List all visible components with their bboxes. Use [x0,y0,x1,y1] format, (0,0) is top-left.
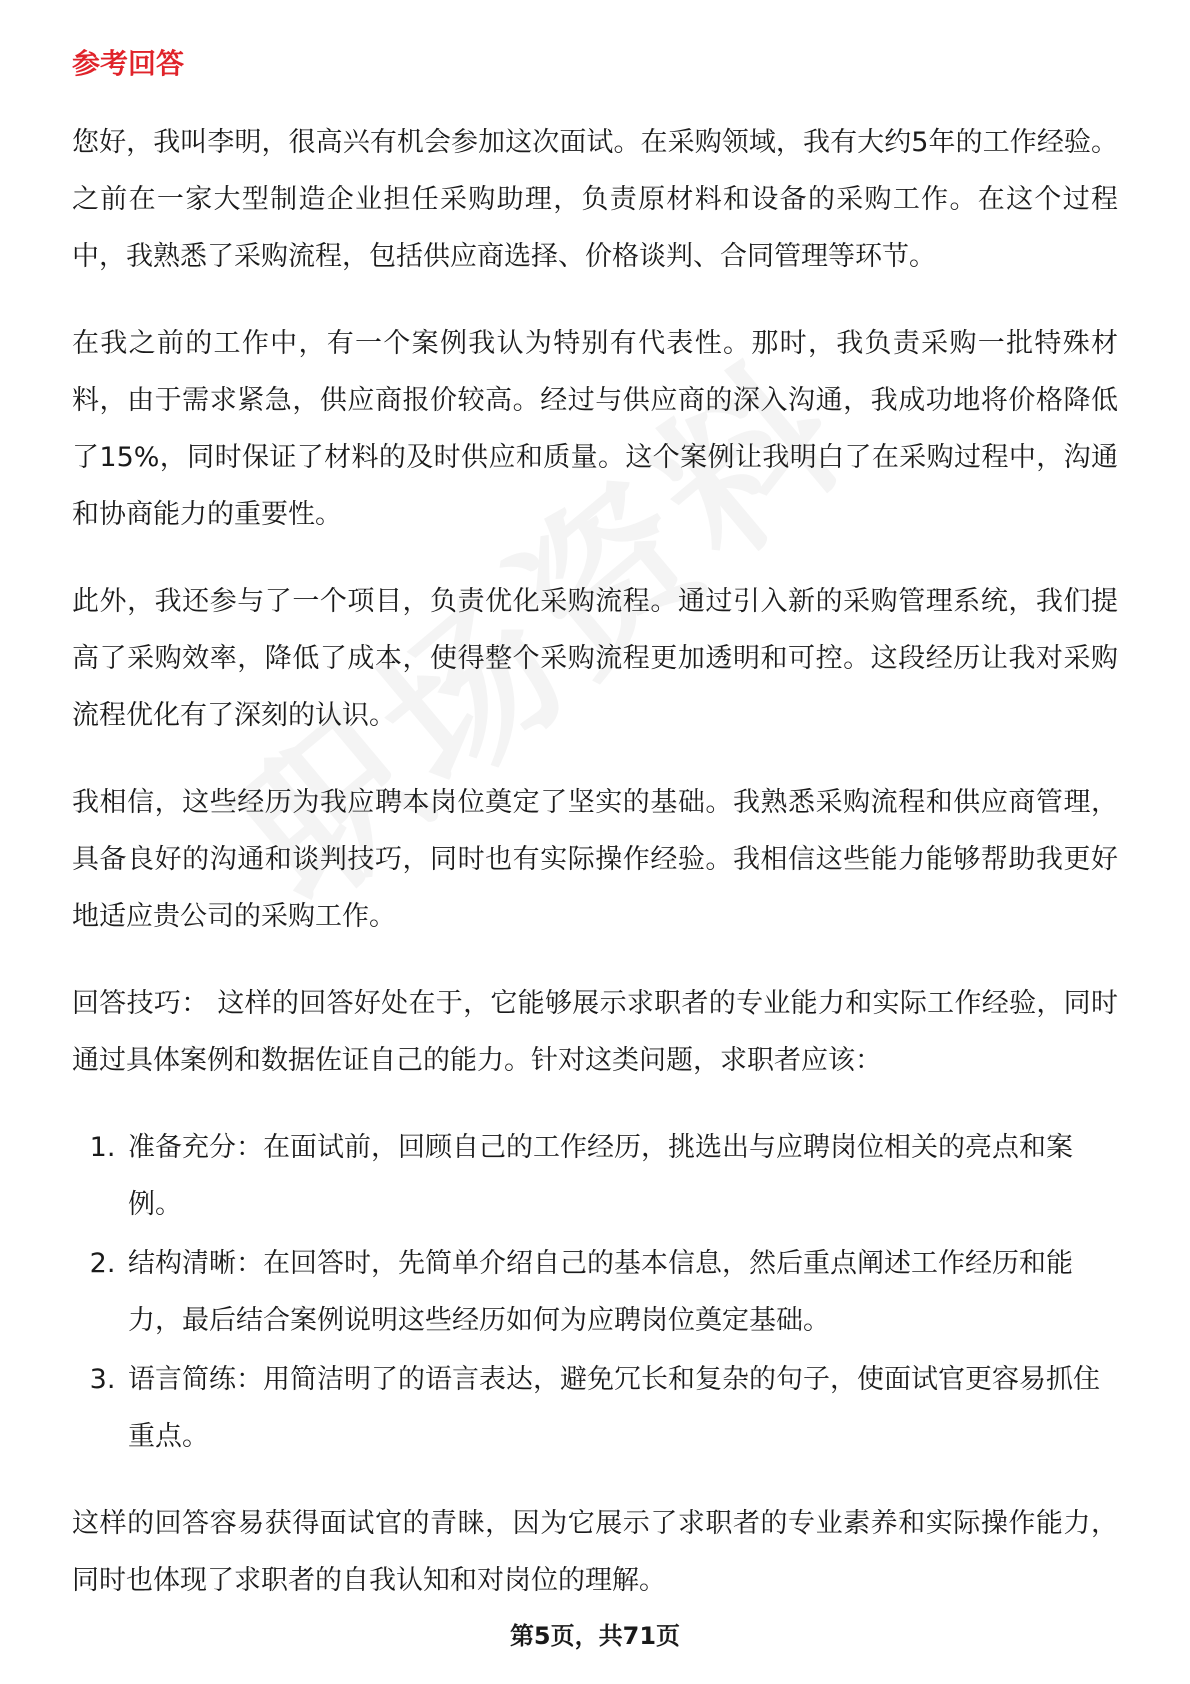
tips-intro-paragraph: 回答技巧： 这样的回答好处在于，它能够展示求职者的专业能力和实际工作经验，同时通过具体案例和数据佐证自己的能力。针对这类问题，求职者应该： [72,988,1118,1076]
page-number: 第5页，共71页 [509,1622,681,1650]
answer-paragraph-4: 我相信，这些经历为我应聘本岗位奠定了坚实的基础。我熟悉采购流程和供应商管理，具备良好的沟通和谈判技巧，同时也有实际操作经验。我相信这些能力能够帮助我更好地适应贵公司的采购工作。 [72,787,1118,932]
section-title: 参考回答 [72,47,185,80]
closing-paragraph: 这样的回答容易获得面试官的青睐，因为它展示了求职者的专业素养和实际操作能力，同时也体现了求职者的自我认知和对岗位的理解。 [72,1508,1118,1596]
answer-paragraph-3: 此外，我还参与了一个项目，负责优化采购流程。通过引入新的采购管理系统，我们提高了采购效率，降低了成本，使得整个采购流程更加透明和可控。这段经历让我对采购流程优化有了深刻的认识。 [72,586,1118,731]
tips-list [72,1119,1118,1465]
answer-paragraph-1: 您好，我叫李明，很高兴有机会参加这次面试。在采购领域，我有大约5年的工作经验。之前在一家大型制造企业担任采购助理，负责原材料和设备的采购工作。在这个过程中，我熟悉了采购流程，包括供应商选择、价格谈判、合同管理等环节。 [72,127,1118,272]
tip-item: 2. 结构清晰：在回答时，先简单介绍自己的基本信息，然后重点阐述工作经历和能力，最后结合案例说明这些经历如何为应聘岗位奠定基础。 [124,1235,1118,1349]
tip-item: 1. 准备充分：在面试前，回顾自己的工作经历，挑选出与应聘岗位相关的亮点和案例。 [124,1119,1118,1233]
tip-item: 3. 语言简练：用简洁明了的语言表达，避免冗长和复杂的句子，使面试官更容易抓住重点。 [124,1351,1118,1465]
answer-paragraph-2: 在我之前的工作中，有一个案例我认为特别有代表性。那时，我负责采购一批特殊材料，由于需求紧急，供应商报价较高。经过与供应商的深入沟通，我成功地将价格降低了15%，同时保证了材料的及时供应和质量。这个案例让我明白了在采购过程中，沟通和协商能力的重要性。 [72,328,1118,530]
document-page [72,40,1118,1639]
